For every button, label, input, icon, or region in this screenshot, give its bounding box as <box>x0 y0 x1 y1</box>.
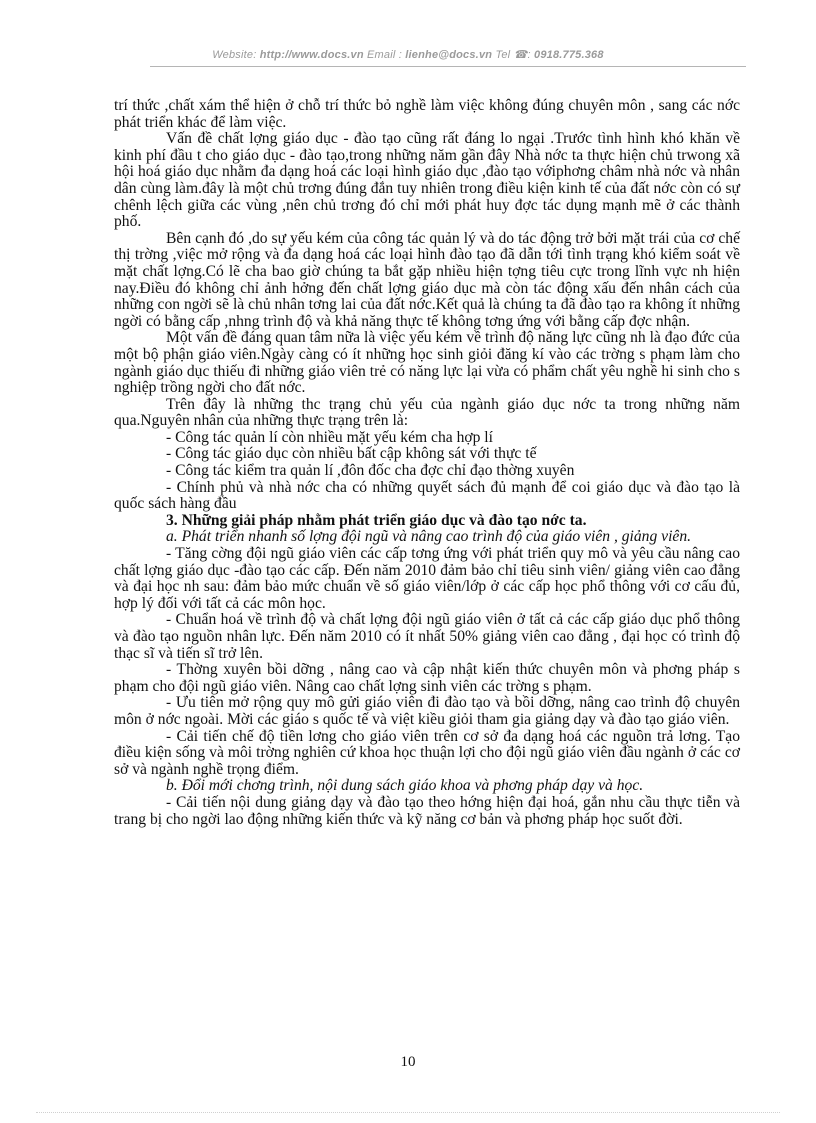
header-divider <box>150 66 746 67</box>
paragraph: Bên cạnh đó ,do sự yếu kém của công tác quản lý và do tác động trở bởi mặt trái của cơ chế thị trờng ,việc mở rộng và đa dạng hoá các loại hình đào tạo đã dẫn tới tình trạng khó kiểm soát về mặt chất lợng.Có lẽ cha bao giờ chúng ta bắt gặp nhiều hiện tợng tiêu cực trong lĩnh vực nh hiện nay.Điều đó không chỉ ảnh hởng đến chất lợng giáo dục mà còn tác động xấu đến nhân cách của những con ngời sẽ là chủ nhân tơng lai của đất nớc.Kết quả là chúng ta đã đào tạo ra không ít những ngời có bằng cấp ,nhng trình độ và khả năng thực tế không tơng ứng với bằng cấp đợc nhận. <box>114 229 740 330</box>
email-label: Email : <box>363 49 406 61</box>
paragraph: Một vấn đề đáng quan tâm nữa là việc yếu kém về trình độ năng lực cũng nh là đạo đức của một bộ phận giáo viên.Ngày càng có ít những học sinh giỏi đăng kí vào các trờng s phạm làm cho ngành giáo dục thiếu đi những giáo viên trẻ có năng lực lại vừa có phẩm chất yêu nghề hi sinh cho s nghiệp trồng ngời cho đất nớc. <box>114 329 740 397</box>
phone-label: Tel ☎: <box>492 49 534 61</box>
footer-divider <box>36 1112 780 1113</box>
list-item: - Chuẩn hoá về trình độ và chất lợng đội ngũ giáo viên ở tất cả các cấp giáo dục phổ thông và đào tạo nguồn nhân lực. Đến năm 2010 có ít nhất 50% giảng viên cao đẳng , đại học có trình độ thạc sĩ và tiến sĩ trở lên. <box>114 611 740 662</box>
section-heading: 3. Những giải pháp nhằm phát triển giáo dục và đào tạo nớc ta. <box>166 511 587 529</box>
email-address[interactable]: lienhe@docs.vn <box>405 49 493 61</box>
website-label: Website: <box>212 49 260 61</box>
paragraph: Trên đây là những thc trạng chủ yếu của ngành giáo dục nớc ta trong những năm qua.Nguyên nhân của những thực trạng trên là: <box>114 395 740 430</box>
paragraph: Vấn đề chất lợng giáo dục - đào tạo cũng rất đáng lo ngại .Trước tình hình khó khăn về kinh phí đầu t cho giáo dục - đào tạo,trong những năm gần đây Nhà nớc ta thực hiện chủ trwong xã hội hoá giáo dục nhằm đa dạng hoá các loại hình giáo dục ,đào tạo vớiphơng châm nhà nớc và nhân dân cùng làm.đây là một chủ trơng đúng đắn tuy nhiên trong điều kiện kinh tế của đất nớc còn có sự chênh lệch giữa các vùng ,nên chủ trơng đó chỉ mới phát huy đợc tác dụng mạnh mẽ ở các thành phố. <box>114 130 740 231</box>
subsection-heading: b. Đổi mới chơng trình, nội dung sách giáo khoa và phơng pháp dạy và học. <box>166 777 644 795</box>
list-item: - Công tác giáo dục còn nhiều bất cập không sát với thực tế <box>166 445 537 463</box>
list-item: - Chính phủ và nhà nớc cha có những quyết sách đủ mạnh để coi giáo dục và đào tạo là quốc sách hàng đầu <box>114 478 740 513</box>
document-body <box>114 98 740 828</box>
list-item: - Công tác quản lí còn nhiều mặt yếu kém cha hợp lí <box>166 428 493 446</box>
list-item: - Tăng cờng đội ngũ giáo viên các cấp tơng ứng với phát triển quy mô và yêu cầu nâng cao chất lợng giáo dục -đào tạo các cấp. Đến năm 2010 đảm bảo chỉ tiêu sinh viên/ giảng viên cao đẳng và đại học nh sau: đảm bảo mức chuẩn về số giáo viên/lớp ở các cấp học phổ thông với cơ cấu đủ, hợp lý đối với tất cả các môn học. <box>114 545 740 612</box>
subsection-heading: a. Phát triển nhanh số lợng đội ngũ và nâng cao trình độ của giáo viên , giảng viên. <box>166 528 692 546</box>
website-url[interactable]: http://www.docs.vn <box>259 49 364 61</box>
phone-number: 0918.775.368 <box>534 49 604 61</box>
list-item: - Ưu tiên mở rộng quy mô gửi giáo viên đi đào tạo và bồi dỡng, nâng cao trình độ chuyên môn ở nớc ngoài. Mời các giáo s quốc tế và việt kiều giỏi tham gia giảng dạy và đào tạo giáo viên. <box>114 694 740 728</box>
paragraph: trí thức ,chất xám thể hiện ở chỗ trí thức bỏ nghề làm việc không đúng chuyên môn , sang các nớc phát triển khác để làm việc. <box>114 97 740 131</box>
list-item: - Công tác kiểm tra quản lí ,đôn đốc cha đợc chỉ đạo thờng xuyên <box>166 462 575 480</box>
list-item: - Cải tiến nội dung giảng dạy và đào tạo theo hớng hiện đại hoá, gắn nhu cầu thực tiễn và trang bị cho ngời lao động những kiến thức và kỹ năng cơ bản và phơng pháp học suốt đời. <box>114 793 740 828</box>
list-item: - Thờng xuyên bồi dỡng , nâng cao và cập nhật kiến thức chuyên môn và phơng pháp s phạm cho đội ngũ giáo viên. Nâng cao chất lợng sinh viên các trờng s phạm. <box>114 661 740 695</box>
list-item: - Cải tiến chế độ tiền lơng cho giáo viên trên cơ sở đa dạng hoá các nguồn trả lơng. Tạo điều kiện sống và môi trờng nghiên cứ khoa học thuận lợi cho đội ngũ giáo viên đầu ngành ở các cơ sở và ngành nghề trọng điểm. <box>114 727 740 778</box>
page-number: 10 <box>400 1054 416 1070</box>
page-header <box>0 48 816 61</box>
